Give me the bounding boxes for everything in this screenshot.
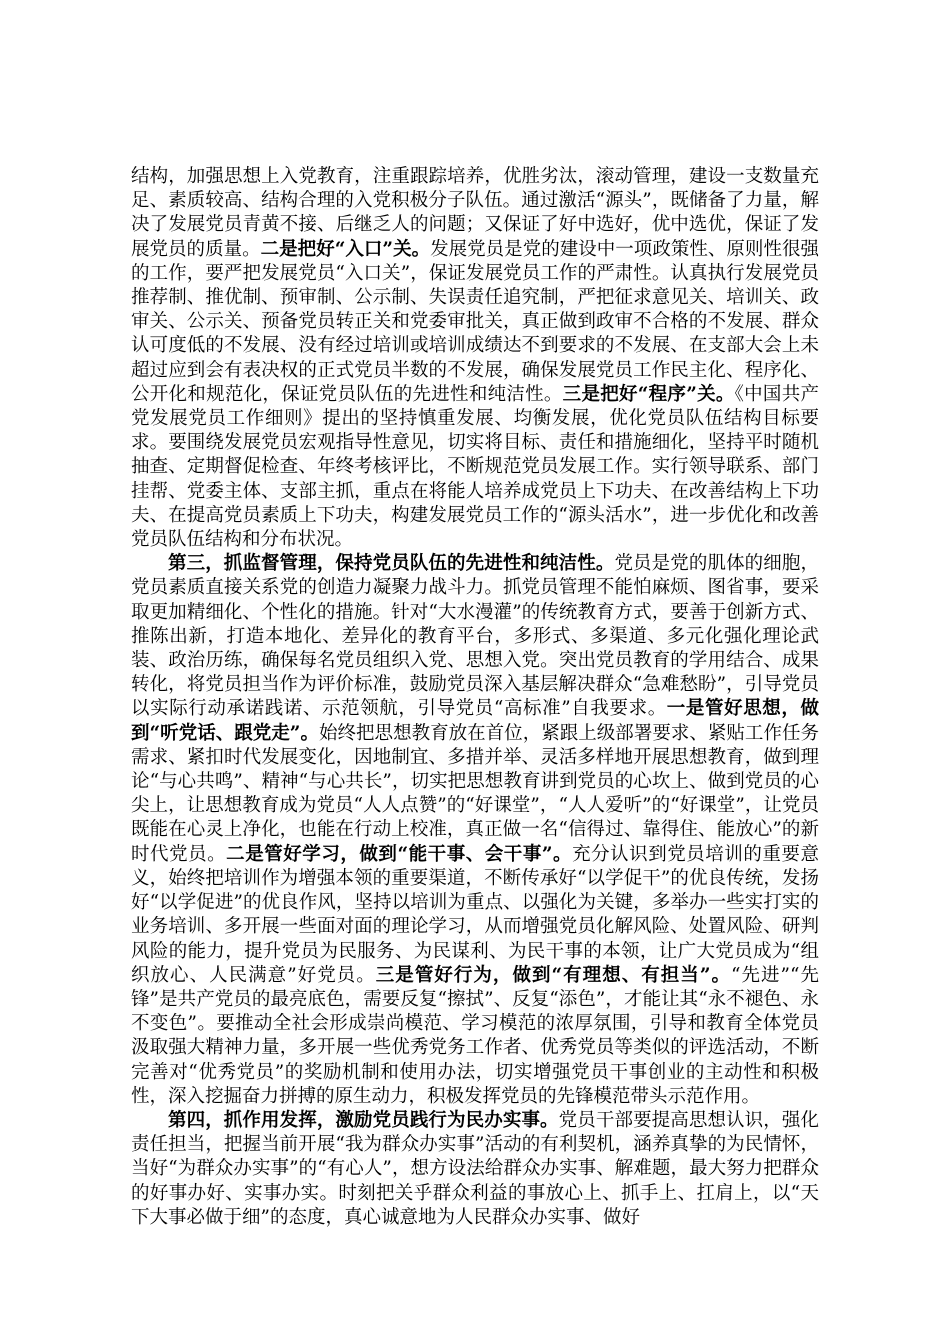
bold-heading-run: 三是把好“程序”关。 xyxy=(562,383,735,405)
paragraph-1 xyxy=(131,165,819,552)
paragraph-3 xyxy=(131,1109,819,1230)
text-run: “先进”“先锋”是共产党员的最亮底色，需要反复“擦拭”、反复“添色”，才能让其“永不褪色、永不变色”。要推动全社会形成崇尚模范、学习模范的浓厚氛围，引导和教育全体党员汲取强大精神力量，多开展一些优秀党务工作者、优秀党员等类似的评选活动，不断完善对“优秀党员”的奖励机制和使用办法，切实增强党员干事创业的主动性和积极性，深入挖掘奋力拼搏的原生动力，积极发挥党员的先锋模范带头示范作用。 xyxy=(131,964,820,1107)
text-run: 充分认识到党员培训的重要意义，始终把培训作为增强本领的重要渠道，不断传承好“以学促干”的优良传统，发扬好“以学促进”的优良作风，坚持以培训为重点、以强化为关键，多举办一些实打实的业务培训、多开展一些面对面的理论学习，从而增强党员化解风险、处置风险、研判风险的能力，提升党员为民服务、为民谋利、为民干事的本领，让广大党员成为“组织放心、人民满意”好党员。 xyxy=(131,843,819,986)
paragraph-2 xyxy=(131,552,819,1109)
text-run: 党员是党的肌体的细胞，党员素质直接关系党的创造力凝聚力战斗力。抓党员管理不能怕麻烦、图省事，要采取更加精细化、个性化的措施。针对“大水漫灌”的传统教育方式，要善于创新方式、推陈出新，打造本地化、差异化的教育平台，多形式、多渠道、多元化强化理论武装、政治历练，确保每名党员组织入党、思想入党。突出党员教育的学用结合、成果转化，将党员担当作为评价标准，鼓励党员深入基层解决群众“急难愁盼”，引导党员以实际行动承诺践诺、示范领航，引导党员“高标准”自我要求。 xyxy=(131,553,819,720)
text-run: 结构，加强思想上入党教育，注重跟踪培养，优胜劣汰，滚动管理，建设一支数量充足、素质较高、结构合理的入党积极分子队伍。通过激活“源头”，既储备了力量，解决了发展党员青黄不接、后继乏人的问题；又保证了好中选好，优中选优，保证了发展党员的质量。 xyxy=(131,166,819,260)
bold-heading-run: 二是管好学习，做到“能干事、会干事”。 xyxy=(226,843,573,865)
section-heading-run: 第三，抓监督管理，保持党员队伍的先进性和纯洁性。 xyxy=(168,553,615,575)
section-heading-run: 第四，抓作用发挥，激励党员践行为民办实事。 xyxy=(168,1109,559,1131)
bold-heading-run: 二是把好“入口”关。 xyxy=(260,238,431,260)
text-run: 党员干部要提高思想认识，强化责任担当，把握当前开展“我为群众办实事”活动的有利契机，涵养真挚的为民情怀，当好“为群众办实事”的“有心人”，想方设法给群众办实事、解难题，最大努力把群众的好事办好、实事办实。时刻把关乎群众利益的事放心上、抓手上、扛肩上，以“天下大事必做于细”的态度，真心诚意地为人民群众办实事、做好 xyxy=(131,1109,819,1228)
document-page xyxy=(131,165,819,1230)
text-run: 发展党员是党的建设中一项政策性、原则性很强的工作，要严把发展党员“入口关”，保证发展党员工作的严肃性。认真执行发展党员推荐制、推优制、预审制、公示制、失误责任追究制，严把征求意见关、培训关、政审关、公示关、预备党员转正关和党委审批关，真正做到政审不合格的不发展、群众认可度低的不发展、没有经过培训或培训成绩达不到要求的不发展、在支部大会上未超过应到会有表决权的正式党员半数的不发展，确保发展党员工作民主化、程序化、公开化和规范化，保证党员队伍的先进性和纯洁性。 xyxy=(131,238,819,405)
bold-heading-run: 三是管好行为，做到“有理想、有担当”。 xyxy=(375,964,732,986)
bold-heading-run: 一是管好思想，做到“听党话、跟党走”。 xyxy=(131,698,819,744)
text-run: 《中国共产党发展党员工作细则》提出的坚持慎重发展、均衡发展，优化党员队伍结构目标要求。要围绕发展党员宏观指导性意见，切实将目标、责任和措施细化，坚持平时随机抽查、定期督促检查、年终考核评比，不断规范党员发展工作。实行领导联系、部门挂帮、党委主体、支部主抓，重点在将能人培养成党员上下功夫、在改善结构上下功夫、在提高党员素质上下功夫，构建发展党员工作的“源头活水”，进一步优化和改善党员队伍结构和分布状况。 xyxy=(131,383,819,551)
text-run: 始终把思想教育放在首位，紧跟上级部署要求、紧贴工作任务需求、紧扣时代发展变化，因地制宜、多措并举、灵活多样地开展思想教育，做到理论“与心共鸣”、精神“与心共长”，切实把思想教育讲到党员的心坎上、做到党员的心尖上，让思想教育成为党员“人人点赞”的“好课堂”，“人人爱听”的“好课堂”，让党员既能在心灵上净化，也能在行动上校准，真正做一名“信得过、靠得住、能放心”的新时代党员。 xyxy=(131,722,819,865)
